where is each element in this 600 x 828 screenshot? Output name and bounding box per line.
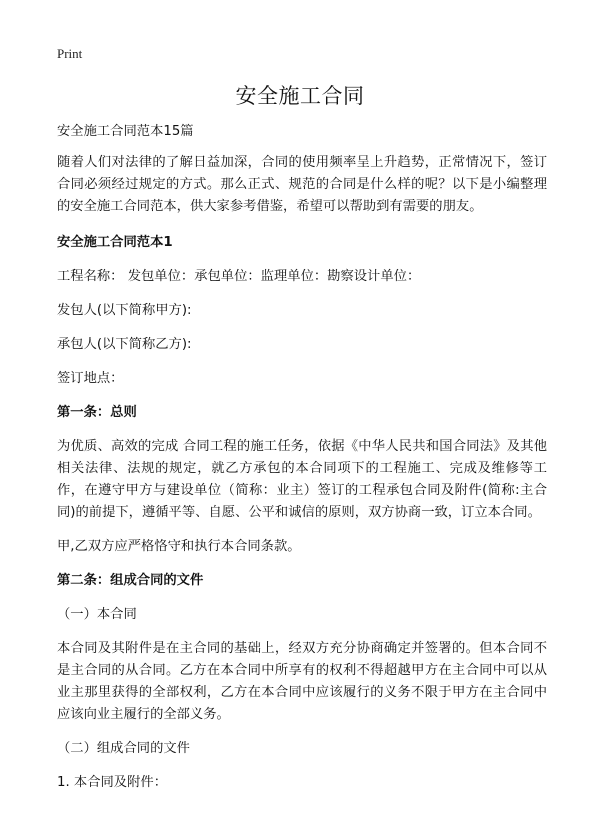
item-2-label: （二）组成合同的文件 (57, 741, 190, 756)
article-1-paragraph: 为优质、高效的完成 合同工程的施工任务，依据《中华人民共和国合同法》及其他相关法律、法规的规定，就乙方承包的本合同项下的工程施工、完成及维修等工作，在遵守甲方与建设单位（简称：业主）签订的工程承包合同及附件(简称:主合同)的前提下，遵循平等、自愿、公平和诚信的原则，双方协商一致，订立本合同。 (57, 439, 547, 520)
party-a-line: 发包人(以下简称甲方): (57, 303, 192, 318)
article-1-heading: 第一条：总则 (57, 405, 137, 420)
article-2-heading: 第二条：组成合同的文件 (57, 573, 204, 588)
section-heading: 安全施工合同范本1 (57, 235, 173, 250)
signing-place-line: 签订地点： (57, 371, 124, 386)
document-body (57, 121, 547, 794)
party-b-line: 承包人(以下简称乙方): (57, 337, 192, 352)
document-subtitle: 安全施工合同范本15篇 (57, 124, 194, 139)
item-1-label: （一）本合同 (57, 607, 137, 622)
article-1-note: 甲,乙双方应严格恪守和执行本合同条款。 (57, 539, 301, 554)
project-fields: 工程名称： 发包单位：承包单位：监理单位：勘察设计单位： (57, 269, 421, 284)
item-2-sub-1: 1. 本合同及附件： (57, 775, 167, 790)
intro-paragraph: 随着人们对法律的了解日益加深，合同的使用频率呈上升趋势，正常情况下，签订合同必须经过规定的方式。那么正式、规范的合同是什么样的呢？以下是小编整理的安全施工合同范本，供大家参考借鉴，希望可以帮助到有需要的朋友。 (57, 155, 547, 214)
item-1-paragraph: 本合同及其附件是在主合同的基础上，经双方充分协商确定并签署的。但本合同不是主合同的从合同。乙方在本合同中所享有的权利不得超越甲方在主合同中可以从业主那里获得的全部权利，乙方在本合同中应该履行的义务不限于甲方在主合同中应该向业主履行的全部义务。 (57, 641, 547, 722)
print-link[interactable]: Print (57, 46, 83, 61)
document-title: 安全施工合同 (235, 84, 365, 108)
